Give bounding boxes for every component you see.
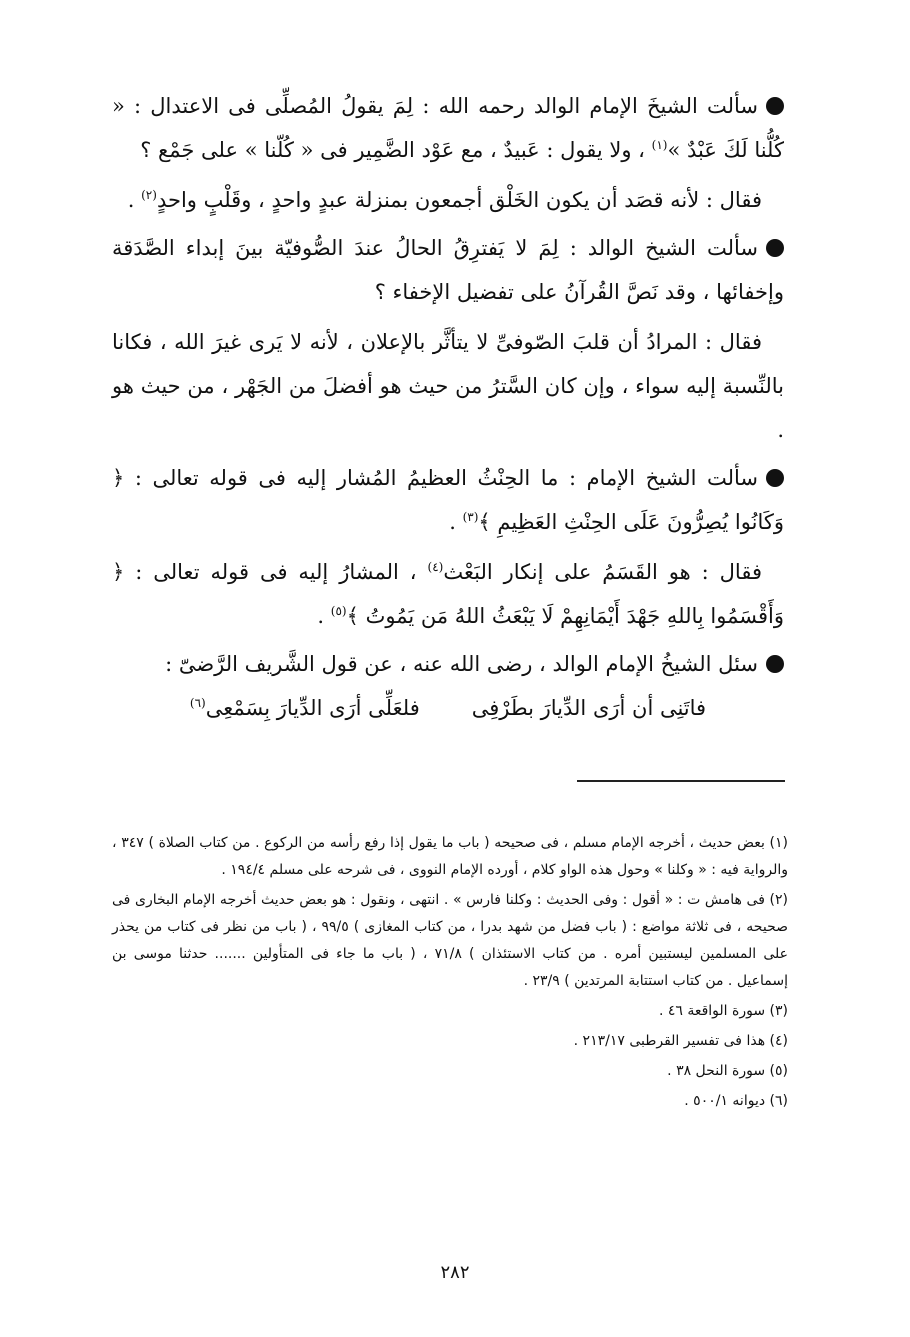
main-text bbox=[112, 82, 784, 692]
question-paragraph-3 bbox=[112, 456, 784, 544]
question-paragraph-1 bbox=[112, 84, 784, 172]
bullet-icon bbox=[766, 239, 784, 257]
question-text-tail: . bbox=[449, 510, 456, 534]
page-number: ٢٨٢ bbox=[440, 1262, 470, 1283]
footnote-ref[interactable]: (٣) bbox=[462, 510, 479, 524]
footnote-3: (٣) سورة الواقعة ٤٦ . bbox=[658, 1003, 788, 1019]
question-text: سألت الشيخَ الإمام الوالد رحمه الله : لِمَ يقولُ المُصلِّى فى الاعتدال : « كُلُّنا لَكَ عَبْدٌ » bbox=[112, 94, 784, 162]
footnote-ref[interactable]: (٢) bbox=[141, 188, 157, 202]
bullet-icon bbox=[766, 469, 784, 487]
answer-text-mid: ، المشارُ إليه فى قوله تعالى : ﴿ وَأَقْسَمُوا بِاللهِ جَهْدَ أَيْمَانِهِمْ لَا يَبْعَثُ اللهُ مَن يَمُوتُ ﴾ bbox=[112, 560, 784, 628]
bullet-icon bbox=[766, 655, 784, 673]
verse-second-hemistich bbox=[190, 688, 420, 728]
question-text: سئل الشيخُ الإمام الوالد ، رضى الله عنه ، عن قول الشَّريف الرَّضىّ : bbox=[165, 652, 758, 676]
question-text: سألت الشيخ الوالد : لِمَ لا يَفترِقُ الحالُ عندَ الصُّوفيّة بينَ إبداء الصَّدَقة وإخفائها ، وقد نَصَّ القُرآنُ على تفضيل الإخفاء ؟ bbox=[112, 236, 784, 304]
poetry-verse bbox=[112, 688, 784, 728]
footnote-5: (٥) سورة النحل ٣٨ . bbox=[667, 1063, 788, 1079]
footnotes bbox=[112, 830, 788, 1118]
answer-paragraph-1 bbox=[112, 178, 784, 222]
footnote-4: (٤) هذا فى تفسير القرطبى ٢١٣/١٧ . bbox=[573, 1033, 788, 1049]
verse-first-hemistich: فاتَنِى أن أرَى الدِّيارَ بطَرْفِى bbox=[471, 696, 707, 720]
verse-second-text: فلعَلِّى أرَى الدِّيارَ بِسَمْعِى bbox=[205, 696, 420, 720]
footnote-6: (٦) ديوانه ٥٠٠/١ . bbox=[684, 1093, 788, 1109]
footnote-2: (٢) فى هامش ت : « أقول : وفى الحديث : وكلنا فارس » . انتهى ، ونقول : هو بعض حديث أخرجه الإمام البخارى فى صحيحه ، فى ثلاثة مواضع : ( باب فضل من شهد بدرا ، من كتاب المغازى ) ٩٩/٥ ، ( باب من نظر فى كتاب من يحذر على المسلمين ليستبين أمره . من كتاب الاستئذان ) ٧١/٨ ، ( باب ما جاء فى المتأولين ....... حدثنا موسى بن إسماعيل . من كتاب استتابة المرتدين ) ٢٣/٩ . bbox=[112, 892, 788, 989]
footnote-1: (١) بعض حديث ، أخرجه الإمام مسلم ، فى صحيحه ( باب ما يقول إذا رفع رأسه من الركوع . من كتاب الصلاة ) ٣٤٧ ، والرواية فيه : « وكلنا » وحول هذه الواو كلام ، أورده الإمام النووى ، فى شرحه على مسلم ١٩٤/٤ . bbox=[112, 835, 789, 878]
answer-paragraph-3 bbox=[112, 550, 784, 638]
question-paragraph-2 bbox=[112, 226, 784, 314]
question-text-tail: ، ولا يقول : عَبيدٌ ، مع عَوْد الضَّمِير فى « كُلّنا » على جَمْع ؟ bbox=[140, 138, 645, 162]
answer-paragraph-2 bbox=[112, 320, 784, 452]
footnote-ref[interactable]: (٤) bbox=[427, 560, 444, 574]
footnote-ref[interactable]: (١) bbox=[651, 138, 668, 152]
question-text: سألت الشيخ الإمام : ما الحِنْثُ العظيمُ المُشار إليه فى قوله تعالى : ﴿ وَكَانُوا يُصِرُّونَ عَلَى الحِنْثِ العَظِيمِ ﴾ bbox=[112, 466, 784, 534]
answer-text: فقال : المرادُ أن قلبَ الصّوفىِّ لا يتأثَّر بالإعلان ، لأنه لا يَرى غيرَ الله ، فكانا بالنِّسبة إليه سواء ، وإن كان السَّترُ من حيث هو أفضلَ من الجَهْر ، من حيث هو . bbox=[112, 330, 784, 442]
answer-text-tail: . bbox=[127, 188, 135, 212]
footnote-ref[interactable]: (٥) bbox=[330, 604, 347, 618]
footnote-ref[interactable]: (٦) bbox=[189, 696, 206, 710]
answer-text: فقال : لأنه قصَد أن يكون الخَلْق أجمعون بمنزلة عبدٍ واحدٍ ، وقَلْبٍ واحدٍ bbox=[156, 188, 762, 212]
footnote-divider bbox=[577, 780, 785, 782]
answer-text: فقال : هو القَسَمُ على إنكار البَعْث bbox=[443, 560, 762, 584]
bullet-icon bbox=[766, 97, 784, 115]
answer-text-tail: . bbox=[317, 604, 325, 628]
question-paragraph-4 bbox=[112, 642, 784, 686]
